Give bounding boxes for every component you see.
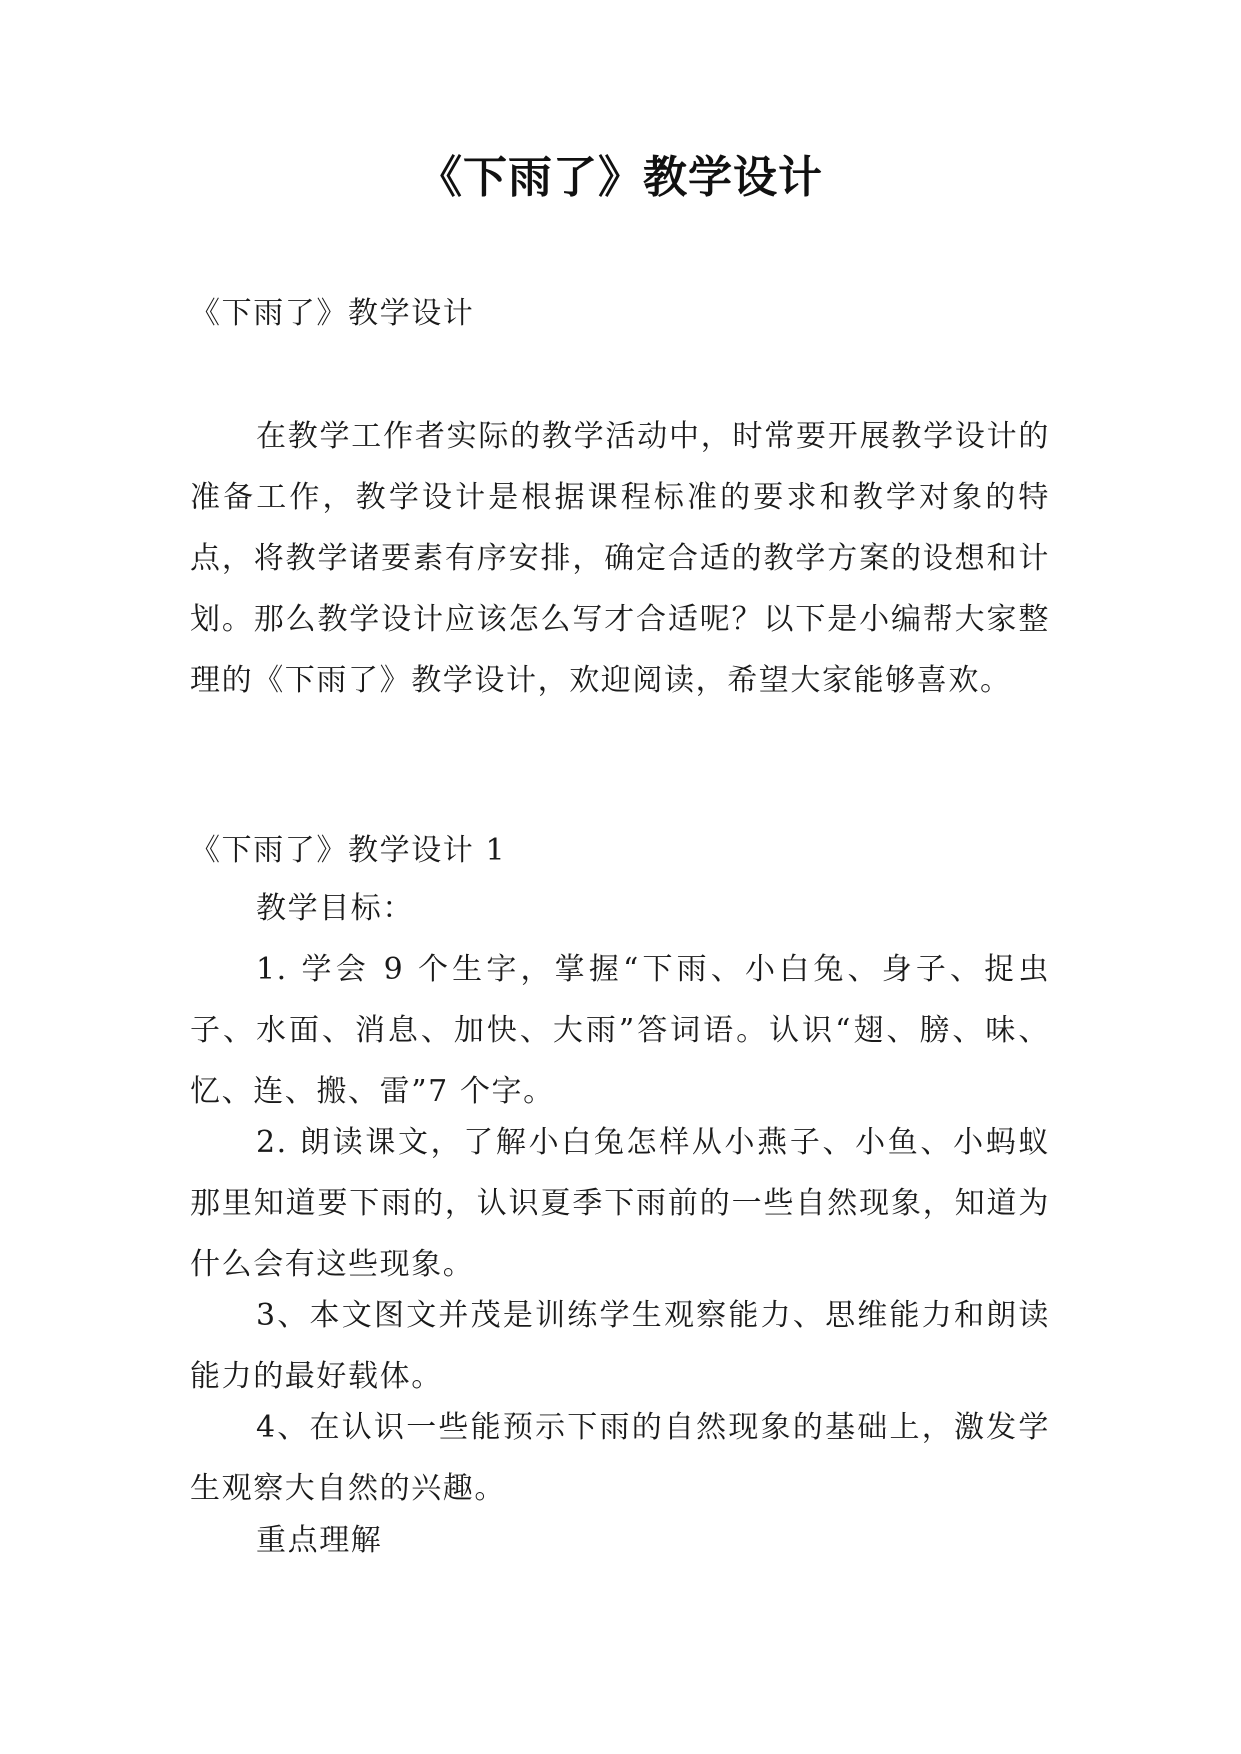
intro-paragraph: 在教学工作者实际的教学活动中，时常要开展教学设计的准备工作，教学设计是根据课程标准的要求和教学对象的特点，将教学诸要素有序安排，确定合适的教学方案的设想和计划。那么教学设计应该怎么写才合适呢？以下是小编帮大家整理的《下雨了》教学设计，欢迎阅读，希望大家能够喜欢。 — [190, 419, 1050, 698]
teaching-goals-heading: 教学目标： — [256, 891, 414, 926]
teaching-goal-item: 3、本文图文并茂是训练学生观察能力、思维能力和朗读能力的最好载体。 — [190, 1298, 1050, 1394]
teaching-goal-item: 2. 朗读课文，了解小白兔怎样从小燕子、小鱼、小蚂蚁那里知道要下雨的，认识夏季下雨前的一些自然现象，知道为什么会有这些现象。 — [190, 1125, 1050, 1282]
document-subtitle: 《下雨了》教学设计 — [190, 296, 475, 331]
teaching-goal-item: 4、在认识一些能预示下雨的自然现象的基础上，激发学生观察大自然的兴趣。 — [190, 1410, 1050, 1506]
teaching-goal-item: 1. 学会 9 个生字，掌握“下雨、小白兔、身子、捉虫子、水面、消息、加快、大雨”答词语。认识“翅、膀、味、忆、连、搬、雷”7 个字。 — [190, 952, 1050, 1109]
document-title: 《下雨了》教学设计 — [418, 152, 823, 203]
key-points-heading: 重点理解 — [256, 1523, 383, 1558]
section-heading: 《下雨了》教学设计 1 — [190, 833, 507, 868]
